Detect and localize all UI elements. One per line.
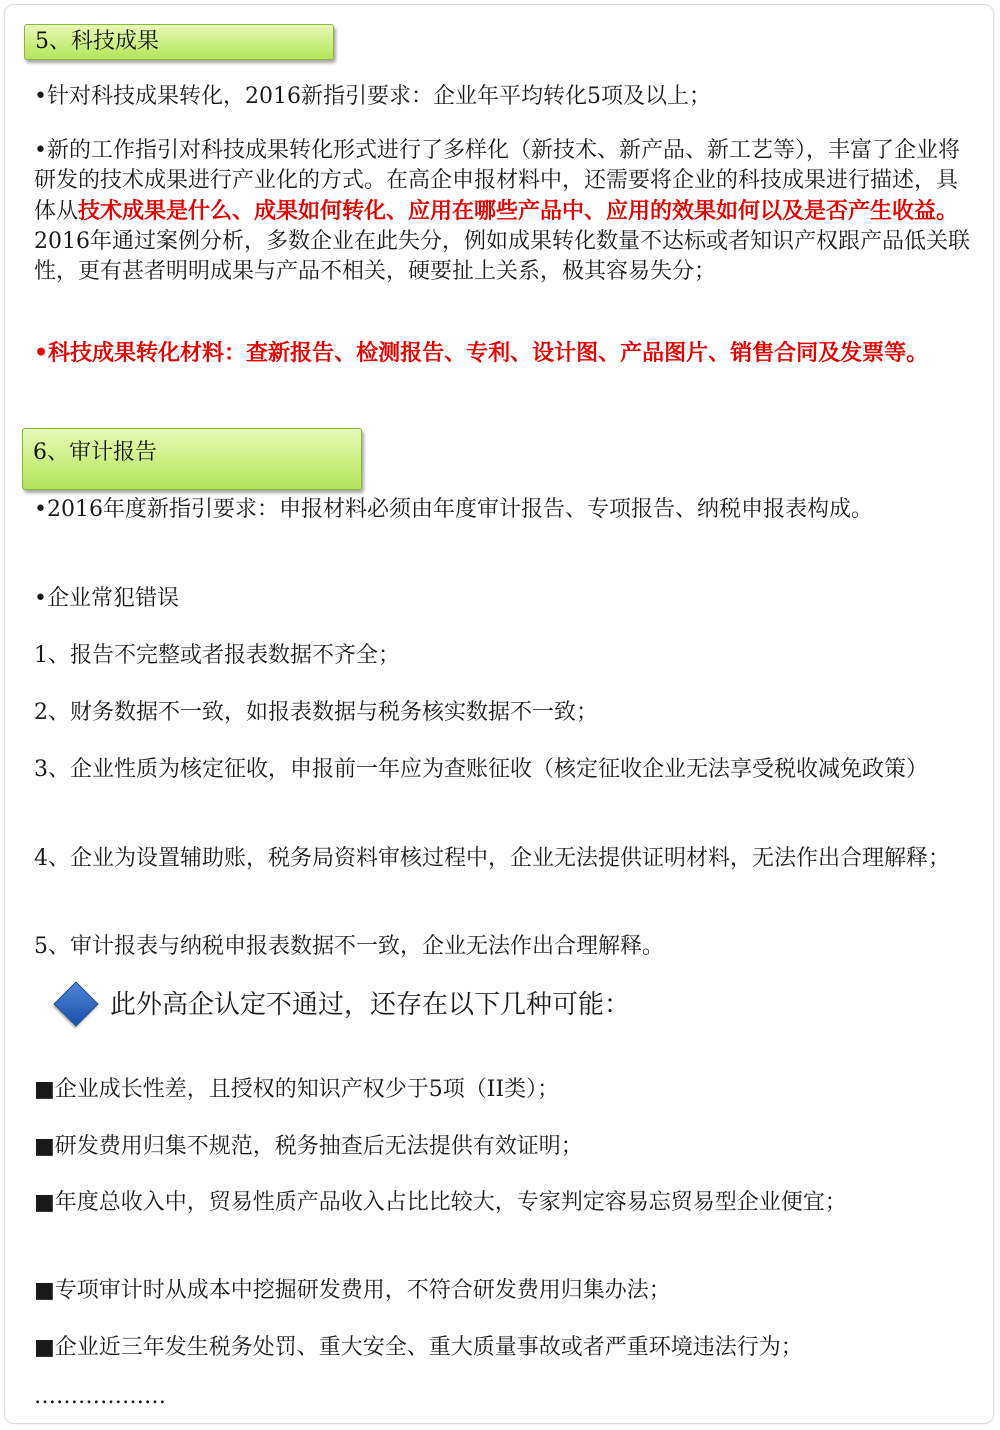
section5-heading xyxy=(24,24,334,60)
reason-item-4: ■专项审计时从成本中挖掘研发费用，不符合研发费用归集办法； xyxy=(34,1278,671,1303)
section6-heading-text: 6、审计报告 xyxy=(33,440,157,465)
section6-heading xyxy=(22,428,362,490)
error-item-5: 5、审计报表与纳税申报表数据不一致，企业无法作出合理解释。 xyxy=(34,934,664,959)
error-item-1: 1、报告不完整或者报表数据不齐全； xyxy=(34,643,400,668)
section6-p2: •企业常犯错误 xyxy=(34,586,179,611)
section5-p2-text-b: 2016年通过案例分析，多数企业在此失分，例如成果转化数量不达标或者知识产权跟产品低关联性，更有甚者明明成果与产品不相关，硬要扯上关系，极其容易失分； xyxy=(34,229,970,284)
reason-item-1: ■企业成长性差，且授权的知识产权少于5项（II类）； xyxy=(34,1077,560,1102)
section5-p2-text-a: •新的工作指引对科技成果转化形式进行了多样化（新技术、新产品、新工艺等），丰富了企业将研发的技术成果进行产业化的方式。在高企申报材料中，还需要将企业的科技成果进行描述，具体从 xyxy=(34,138,960,224)
section5-heading-text: 5、科技成果 xyxy=(35,29,159,54)
reason-item-2: ■研发费用归集不规范，税务抽查后无法提供有效证明； xyxy=(34,1134,583,1159)
section5-p1: •针对科技成果转化，2016新指引要求：企业年平均转化5项及以上； xyxy=(34,84,711,109)
section5-p3: •科技成果转化材料：查新报告、检测报告、专利、设计图、产品图片、销售合同及发票等。 xyxy=(34,340,929,366)
reason-item-5: ■企业近三年发生税务处罚、重大安全、重大质量事故或者严重环境违法行为； xyxy=(34,1335,803,1360)
error-item-2: 2、财务数据不一致，如报表数据与税务核实数据不一致； xyxy=(34,700,598,725)
error-item-4: 4、企业为设置辅助账，税务局资料审核过程中，企业无法提供证明材料，无法作出合理解释； xyxy=(34,846,951,871)
error-item-3: 3、企业性质为核定征收，申报前一年应为查账征收（核定征收企业无法享受税收减免政策） xyxy=(34,757,929,782)
section6-p1: •2016年度新指引要求：申报材料必须由年度审计报告、专项报告、纳税申报表构成。 xyxy=(34,497,873,522)
section5-p2-highlight: 技术成果是什么、成果如何转化、应用在哪些产品中、应用的效果如何以及是否产生收益。 xyxy=(78,198,959,224)
reason-item-3: ■年度总收入中，贸易性质产品收入占比比较大，专家判定容易忘贸易型企业便宜； xyxy=(34,1190,847,1215)
section5-p2 xyxy=(34,136,974,287)
extra-intro: 此外高企认定不通过，还存在以下几种可能： xyxy=(110,990,631,1020)
ellipsis: ……………… xyxy=(34,1384,166,1409)
